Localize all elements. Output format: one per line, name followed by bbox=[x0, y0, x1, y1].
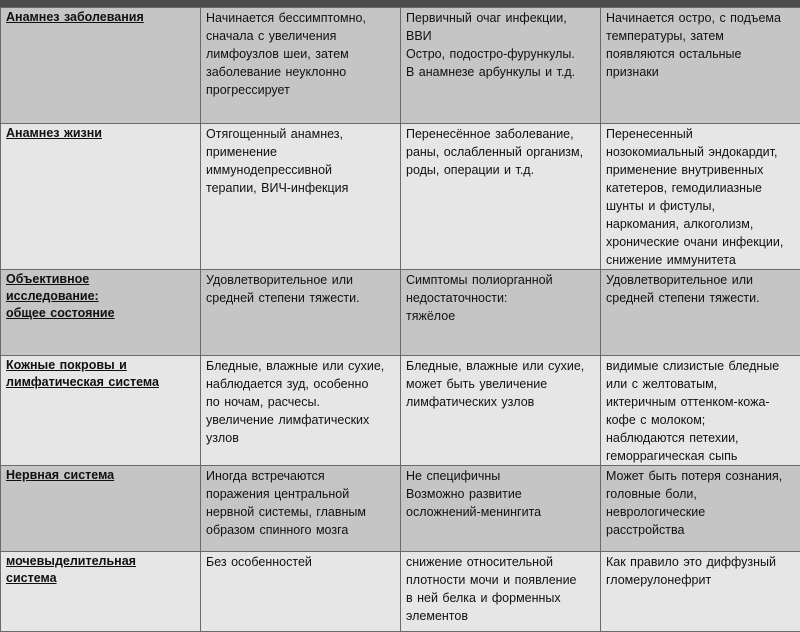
column-3-cell bbox=[601, 124, 800, 270]
column-3-cell bbox=[601, 8, 800, 124]
cell-text-line: недостаточности: bbox=[406, 289, 595, 307]
cell-text-line: увеличение лимфатических bbox=[206, 411, 395, 429]
cell-text-line: раны, ослабленный организм, bbox=[406, 143, 595, 161]
column-1-cell bbox=[201, 8, 401, 124]
cell-text-line: или с желтоватым, bbox=[606, 375, 795, 393]
row-header-cell bbox=[1, 356, 201, 466]
column-2-cell bbox=[401, 466, 601, 552]
cell-text-line: Иногда встречаются bbox=[206, 467, 395, 485]
cell-text-line: Кожные покровы и bbox=[6, 357, 195, 374]
column-1-cell bbox=[201, 124, 401, 270]
cell-text-line: Как правило это диффузный bbox=[606, 553, 795, 571]
cell-text-line: наркомания, алкоголизм, bbox=[606, 215, 795, 233]
column-2-cell bbox=[401, 124, 601, 270]
cell-text-line: Остро, подостро-фурункулы. bbox=[406, 45, 595, 63]
cell-text-line: прогрессирует bbox=[206, 81, 395, 99]
cell-text-line: катетеров, гемодилиазные bbox=[606, 179, 795, 197]
column-3-cell bbox=[601, 466, 800, 552]
cell-text-line: ВВИ bbox=[406, 27, 595, 45]
cell-text-line: Нервная система bbox=[6, 467, 195, 484]
cell-text-line: Первичный очаг инфекции, bbox=[406, 9, 595, 27]
cell-text-line: нозокомиальный эндокардит, bbox=[606, 143, 795, 161]
cell-text-line: Не специфичны bbox=[406, 467, 595, 485]
column-2-cell bbox=[401, 552, 601, 632]
cell-text-line: иктеричным оттенком-кожа- bbox=[606, 393, 795, 411]
cell-text-line: геморрагическая сыпь bbox=[606, 447, 795, 465]
cell-text-line: Возможно развитие bbox=[406, 485, 595, 503]
cell-text-line: заболевание неуклонно bbox=[206, 63, 395, 81]
cell-text-line: в ней белка и форменных bbox=[406, 589, 595, 607]
cell-text-line: мочевыделительная bbox=[6, 553, 195, 570]
cell-text-line: Бледные, влажные или сухие, bbox=[406, 357, 595, 375]
row-header-cell bbox=[1, 270, 201, 356]
cell-text-line: Начинается остро, с подъема bbox=[606, 9, 795, 27]
cell-text-line: появляются остальные bbox=[606, 45, 795, 63]
cell-text-line: плотности мочи и появление bbox=[406, 571, 595, 589]
cell-text-line: неврологические bbox=[606, 503, 795, 521]
column-3-cell bbox=[601, 270, 800, 356]
cell-text-line: Удовлетворительное или bbox=[206, 271, 395, 289]
cell-text-line: лимфатическая система bbox=[6, 374, 195, 391]
cell-text-line: образом спинного мозга bbox=[206, 521, 395, 539]
cell-text-line: роды, операции и т.д. bbox=[406, 161, 595, 179]
cell-text-line: применение внутривенных bbox=[606, 161, 795, 179]
cell-text-line: осложнений-менингита bbox=[406, 503, 595, 521]
column-1-cell bbox=[201, 466, 401, 552]
cell-text-line: Без особенностей bbox=[206, 553, 395, 571]
row-header-cell bbox=[1, 8, 201, 124]
column-3-cell bbox=[601, 552, 800, 632]
row-header-cell bbox=[1, 552, 201, 632]
comparison-table bbox=[0, 7, 800, 632]
table-body bbox=[1, 8, 800, 632]
cell-text-line: Анамнез заболевания bbox=[6, 9, 195, 26]
cell-text-line: нервной системы, главным bbox=[206, 503, 395, 521]
cell-text-line: средней степени тяжести. bbox=[606, 289, 795, 307]
cell-text-line: Объективное bbox=[6, 271, 195, 288]
cell-text-line: Удовлетворительное или bbox=[606, 271, 795, 289]
cell-text-line: исследование: bbox=[6, 288, 195, 305]
column-1-cell bbox=[201, 552, 401, 632]
cell-text-line: Бледные, влажные или сухие, bbox=[206, 357, 395, 375]
cell-text-line: может быть увеличение bbox=[406, 375, 595, 393]
cell-text-line: система bbox=[6, 570, 195, 587]
cell-text-line: наблюдаются петехии, bbox=[606, 429, 795, 447]
table-row bbox=[1, 552, 800, 632]
cell-text-line: снижение относительной bbox=[406, 553, 595, 571]
cell-text-line: поражения центральной bbox=[206, 485, 395, 503]
cell-text-line: наблюдается зуд, особенно bbox=[206, 375, 395, 393]
cell-text-line: лимфоузлов шеи, затем bbox=[206, 45, 395, 63]
cell-text-line: головные боли, bbox=[606, 485, 795, 503]
table-row bbox=[1, 356, 800, 466]
cell-text-line: расстройства bbox=[606, 521, 795, 539]
cell-text-line: иммунодепрессивной bbox=[206, 161, 395, 179]
cell-text-line: элементов bbox=[406, 607, 595, 625]
column-2-cell bbox=[401, 270, 601, 356]
column-1-cell bbox=[201, 356, 401, 466]
cell-text-line: по ночам, расчесы. bbox=[206, 393, 395, 411]
cell-text-line: средней степени тяжести. bbox=[206, 289, 395, 307]
cell-text-line: В анамнезе арбункулы и т.д. bbox=[406, 63, 595, 81]
cell-text-line: сначала с увеличения bbox=[206, 27, 395, 45]
row-header-cell bbox=[1, 466, 201, 552]
cell-text-line: Перенесённое заболевание, bbox=[406, 125, 595, 143]
cell-text-line: кофе с молоком; bbox=[606, 411, 795, 429]
column-2-cell bbox=[401, 8, 601, 124]
cell-text-line: общее состояние bbox=[6, 305, 195, 322]
column-1-cell bbox=[201, 270, 401, 356]
cell-text-line: гломерулонефрит bbox=[606, 571, 795, 589]
cell-text-line: Отягощенный анамнез, bbox=[206, 125, 395, 143]
cell-text-line: тяжёлое bbox=[406, 307, 595, 325]
cell-text-line: хронические очани инфекции, bbox=[606, 233, 795, 251]
cell-text-line: Симптомы полиорганной bbox=[406, 271, 595, 289]
table-row bbox=[1, 8, 800, 124]
table-row bbox=[1, 270, 800, 356]
cell-text-line: терапии, ВИЧ-инфекция bbox=[206, 179, 395, 197]
top-bar bbox=[0, 0, 800, 7]
table-row bbox=[1, 124, 800, 270]
row-header-cell bbox=[1, 124, 201, 270]
cell-text-line: Анамнез жизни bbox=[6, 125, 195, 142]
cell-text-line: снижение иммунитета bbox=[606, 251, 795, 269]
cell-text-line: Может быть потеря сознания, bbox=[606, 467, 795, 485]
cell-text-line: узлов bbox=[206, 429, 395, 447]
cell-text-line: признаки bbox=[606, 63, 795, 81]
cell-text-line: Начинается бессимптомно, bbox=[206, 9, 395, 27]
cell-text-line: температуры, затем bbox=[606, 27, 795, 45]
column-3-cell bbox=[601, 356, 800, 466]
column-2-cell bbox=[401, 356, 601, 466]
cell-text-line: шунты и фистулы, bbox=[606, 197, 795, 215]
table-row bbox=[1, 466, 800, 552]
cell-text-line: лимфатических узлов bbox=[406, 393, 595, 411]
cell-text-line: применение bbox=[206, 143, 395, 161]
cell-text-line: Перенесенный bbox=[606, 125, 795, 143]
cell-text-line: видимые слизистые бледные bbox=[606, 357, 795, 375]
